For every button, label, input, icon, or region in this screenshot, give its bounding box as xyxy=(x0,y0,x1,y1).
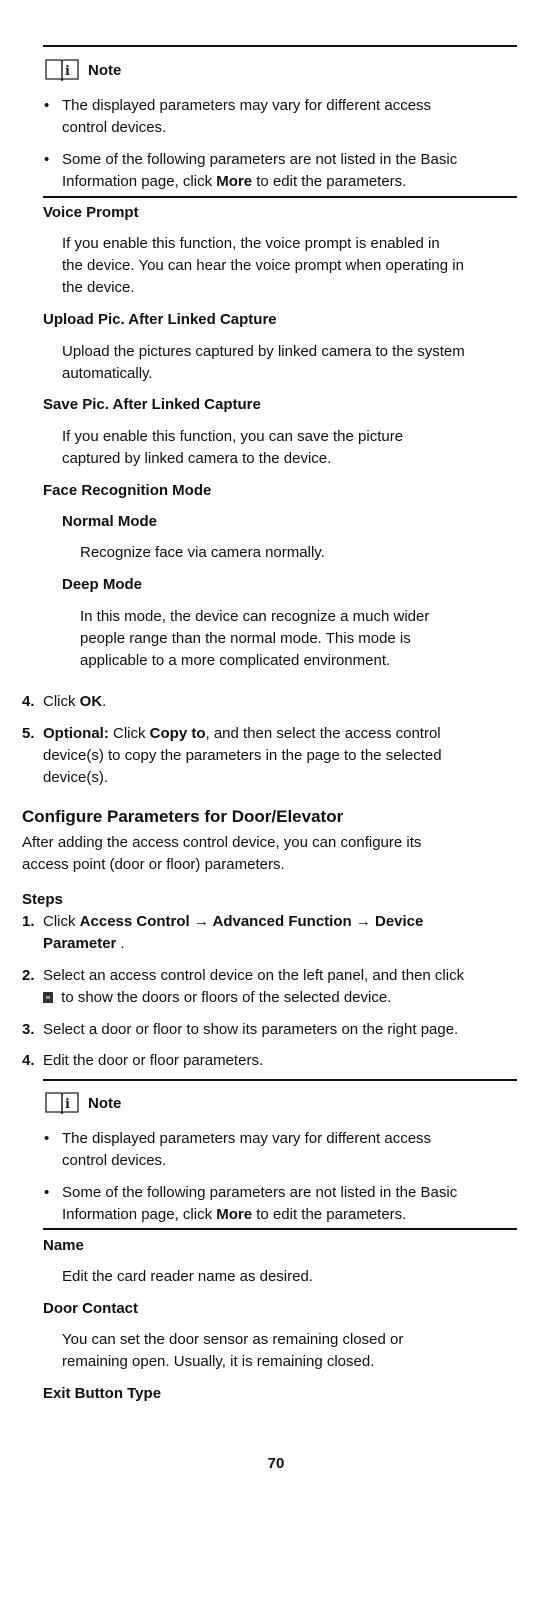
note-bullet: • Some of the following parameters are not listed in the Basic Information page, click More to edit the parameters. xyxy=(44,151,458,190)
note-bottom-rule xyxy=(43,1228,517,1230)
sub-param-description: In this mode, the device can recognize a much wider people range than the normal mode. This mode is applicable to a more complicated environment. xyxy=(80,608,430,669)
note-label: Note xyxy=(88,1094,122,1112)
steps-label: Steps xyxy=(22,891,63,908)
param-description: You can set the door sensor as remaining closed or remaining open. Usually, it is remaining closed. xyxy=(62,1331,404,1370)
step-item: 5. Optional: Click Copy to, and then select the access control device(s) to copy the parameters in the page to the selected device(s). xyxy=(22,725,442,786)
param-description: If you enable this function, the voice prompt is enabled in the device. You can hear the voice prompt when operating in the device. xyxy=(62,235,464,296)
info-book-icon xyxy=(44,1090,80,1116)
bullet-dot: • xyxy=(44,97,50,114)
step-item: 3. Select a door or floor to show its parameters on the right page. xyxy=(22,1021,459,1038)
param-term: Exit Button Type xyxy=(43,1385,162,1402)
section-title: Configure Parameters for Door/Elevator xyxy=(22,807,344,826)
note-top-rule xyxy=(43,1079,517,1081)
step-item: 4. Click OK. xyxy=(22,693,107,710)
svg-text:i: i xyxy=(65,64,70,79)
note-bullet: • The displayed parameters may vary for different access control devices. xyxy=(44,1130,432,1169)
param-description: If you enable this function, you can save the picture captured by linked camera to the device. xyxy=(62,428,404,467)
note-header xyxy=(44,1089,121,1117)
step-item: 4. Edit the door or floor parameters. xyxy=(22,1052,264,1069)
bullet-dot: • xyxy=(44,1184,50,1201)
bullet-dot: • xyxy=(44,151,50,168)
param-description: Edit the card reader name as desired. xyxy=(62,1268,313,1285)
param-term: Name xyxy=(43,1237,84,1254)
sub-param-description: Recognize face via camera normally. xyxy=(80,544,325,561)
expand-device-icon[interactable] xyxy=(43,992,53,1003)
param-description: Upload the pictures captured by linked camera to the system automatically. xyxy=(62,343,465,382)
step-item: 1. Click Access Control → Advanced Function → Device Parameter . xyxy=(22,913,424,952)
param-term: Upload Pic. After Linked Capture xyxy=(43,311,277,328)
note-header xyxy=(44,56,121,84)
section-intro: After adding the access control device, you can configure its access point (door or floor) parameters. xyxy=(22,834,422,873)
sub-param-term: Normal Mode xyxy=(62,513,158,530)
param-term: Door Contact xyxy=(43,1300,138,1317)
bullet-dot: • xyxy=(44,1130,50,1147)
note-bottom-rule xyxy=(43,196,517,198)
param-term: Voice Prompt xyxy=(43,204,139,221)
svg-text:i: i xyxy=(65,1097,70,1112)
note-top-rule xyxy=(43,45,517,47)
param-term: Face Recognition Mode xyxy=(43,482,212,499)
note-bullet: • The displayed parameters may vary for different access control devices. xyxy=(44,97,432,136)
param-term: Save Pic. After Linked Capture xyxy=(43,396,261,413)
note-label: Note xyxy=(88,61,122,79)
info-book-icon xyxy=(44,57,80,83)
sub-param-term: Deep Mode xyxy=(62,576,143,593)
page-number: 70 xyxy=(267,1455,285,1472)
note-bullet: • Some of the following parameters are not listed in the Basic Information page, click More to edit the parameters. xyxy=(44,1184,458,1223)
step-item: 2. Select an access control device on the left panel, and then click to show the doors or floors of the selected device. xyxy=(22,967,465,1006)
